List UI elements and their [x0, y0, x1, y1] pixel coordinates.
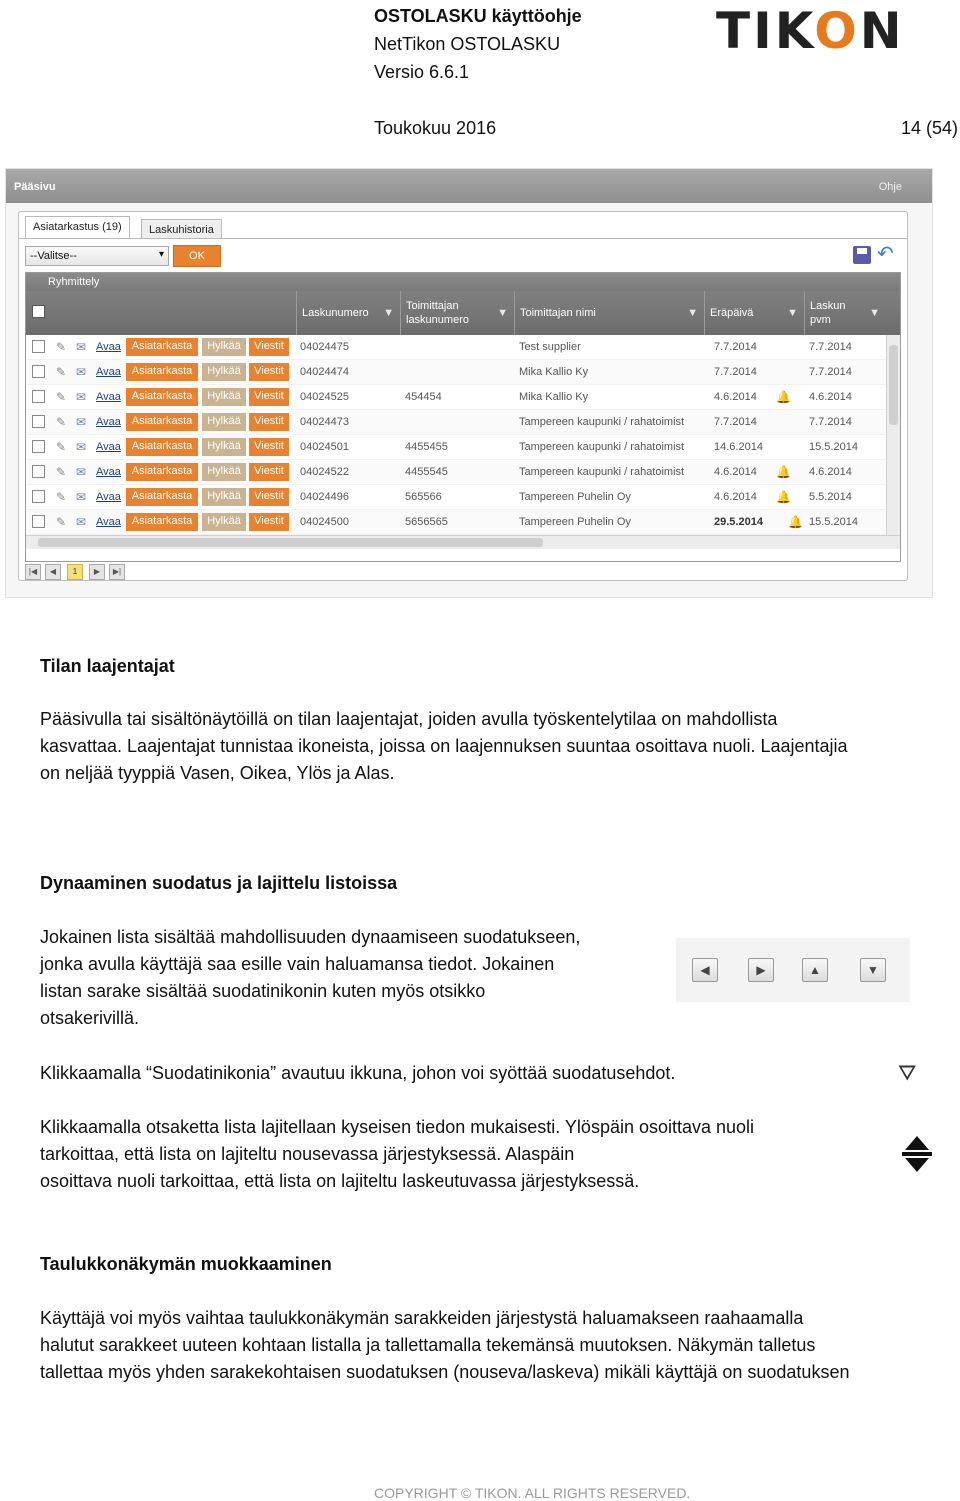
- bell-icon: 🔔: [776, 490, 791, 504]
- check-button[interactable]: Asiatarkasta: [126, 388, 198, 406]
- save-icon[interactable]: [853, 246, 871, 264]
- doc-title: OSTOLASKU käyttöohje: [374, 6, 582, 26]
- chevron-left-icon: ◀: [692, 958, 718, 982]
- paragraph-line: halutut sarakkeet uuteen kohtaan listalla ja tallettamalla tekemänsä muutoksen. Näkymän talletus: [40, 1335, 816, 1355]
- comment-icon[interactable]: ✉: [76, 365, 87, 379]
- attachment-icon[interactable]: ✎: [56, 490, 67, 504]
- app-topbar-title: Pääsivu: [14, 181, 56, 193]
- due-date: 14.6.2014: [714, 441, 763, 453]
- sort-up-arrow: [905, 1136, 929, 1150]
- check-button[interactable]: Asiatarkasta: [126, 438, 198, 456]
- app-screenshot: [5, 168, 933, 598]
- open-link[interactable]: Avaa: [96, 416, 121, 428]
- supplier-invoice-number: 565566: [405, 491, 442, 503]
- row-checkbox[interactable]: [32, 490, 45, 503]
- ok-button[interactable]: OK: [173, 245, 221, 267]
- table-row[interactable]: [26, 360, 886, 385]
- check-button[interactable]: Asiatarkasta: [126, 413, 198, 431]
- supplier-invoice-number: 4455545: [405, 466, 448, 478]
- select-all-checkbox[interactable]: [32, 305, 45, 318]
- supplier-name: Mika Kallio Ky: [519, 391, 589, 403]
- open-link[interactable]: Avaa: [96, 441, 121, 453]
- invoice-date: 15.5.2014: [809, 516, 858, 528]
- table-row[interactable]: [26, 410, 886, 435]
- due-date: 4.6.2014: [714, 491, 757, 503]
- invoice-date: 7.7.2014: [809, 366, 852, 378]
- column-laskun-pvm[interactable]: [804, 291, 886, 335]
- comment-icon[interactable]: ✉: [76, 465, 87, 479]
- invoice-number: 04024475: [300, 341, 349, 353]
- action-select[interactable]: --Valitse-- ▾: [25, 246, 169, 266]
- open-link[interactable]: Avaa: [96, 466, 121, 478]
- reject-button[interactable]: Hylkää: [202, 438, 246, 456]
- undo-icon[interactable]: ↶: [877, 243, 894, 265]
- paragraph-line: listan sarake sisältää suodatinikonin kuten myös otsikko: [40, 981, 486, 1001]
- vertical-scrollbar[interactable]: [886, 335, 900, 535]
- prev-page-button[interactable]: ◀: [45, 564, 61, 580]
- row-checkbox[interactable]: [32, 365, 45, 378]
- supplier-name: Tampereen kaupunki / rahatoimist: [519, 416, 685, 428]
- column-label: Laskunumero: [302, 307, 369, 319]
- supplier-name: Tampereen Puhelin Oy: [519, 516, 631, 528]
- supplier-invoice-number: 454454: [405, 391, 442, 403]
- filter-icon: ⛛: [898, 1060, 917, 1085]
- expander-icons: [676, 938, 910, 1002]
- invoice-panel: [18, 211, 908, 581]
- table-row[interactable]: [26, 385, 886, 410]
- reject-button[interactable]: Hylkää: [202, 338, 246, 356]
- help-link[interactable]: Ohje: [878, 181, 902, 193]
- messages-button[interactable]: Viestit: [249, 463, 289, 481]
- comment-icon[interactable]: ✉: [76, 340, 87, 354]
- row-checkbox[interactable]: [32, 390, 45, 403]
- paragraph-line: osoittava nuoli tarkoittaa, että lista on lajiteltu laskeutuvassa järjestyksessä.: [40, 1171, 640, 1191]
- row-checkbox[interactable]: [32, 415, 45, 428]
- comment-icon[interactable]: ✉: [76, 390, 87, 404]
- row-checkbox[interactable]: [32, 465, 45, 478]
- open-link[interactable]: Avaa: [96, 341, 121, 353]
- tab-laskuhistoria[interactable]: Laskuhistoria: [141, 219, 222, 238]
- heading-tilan-laajentajat: Tilan laajentajat: [40, 656, 175, 676]
- reject-button[interactable]: Hylkää: [202, 413, 246, 431]
- heading-taulukkonakyman-muokkaaminen: Taulukkonäkymän muokkaaminen: [40, 1254, 332, 1274]
- supplier-name: Test supplier: [519, 341, 581, 353]
- due-date: 7.7.2014: [714, 366, 757, 378]
- table-row[interactable]: [26, 435, 886, 460]
- paragraph-line: Jokainen lista sisältää mahdollisuuden dynaamiseen suodatukseen,: [40, 927, 581, 947]
- paragraph-line: on neljää tyyppiä Vasen, Oikea, Ylös ja Alas.: [40, 763, 395, 783]
- attachment-icon[interactable]: ✎: [56, 415, 67, 429]
- invoice-number: 04024474: [300, 366, 349, 378]
- invoice-number: 04024525: [300, 391, 349, 403]
- doc-date: Toukokuu 2016: [374, 118, 497, 138]
- messages-button[interactable]: Viestit: [249, 388, 289, 406]
- doc-subtitle: NetTikon OSTOLASKU: [374, 34, 561, 54]
- grid-rows: [26, 335, 886, 535]
- sort-down-arrow: [905, 1158, 929, 1172]
- reject-button[interactable]: Hylkää: [202, 463, 246, 481]
- chevron-up-icon: ▲: [802, 958, 828, 982]
- chevron-right-icon: ▶: [748, 958, 774, 982]
- reject-button[interactable]: Hylkää: [202, 513, 246, 531]
- horizontal-scrollbar[interactable]: [26, 535, 900, 549]
- check-button[interactable]: Asiatarkasta: [126, 463, 198, 481]
- check-button[interactable]: Asiatarkasta: [126, 363, 198, 381]
- table-row[interactable]: [26, 460, 886, 485]
- attachment-icon[interactable]: ✎: [56, 365, 67, 379]
- messages-button[interactable]: Viestit: [249, 413, 289, 431]
- attachment-icon[interactable]: ✎: [56, 340, 67, 354]
- invoice-number: 04024473: [300, 416, 349, 428]
- paragraph-line: Käyttäjä voi myös vaihtaa taulukkonäkymän sarakkeiden järjestystä haluamakseen raahaamalla: [40, 1308, 804, 1328]
- column-label: Laskun pvm: [810, 300, 846, 326]
- invoice-number: 04024522: [300, 466, 349, 478]
- column-erapaiva[interactable]: [704, 291, 804, 335]
- invoice-number: 04024500: [300, 516, 349, 528]
- grouping-bar[interactable]: Ryhmittely: [26, 273, 900, 291]
- app-topbar: [6, 169, 932, 203]
- supplier-name: Tampereen Puhelin Oy: [519, 491, 631, 503]
- current-page[interactable]: 1: [67, 564, 83, 580]
- row-checkbox[interactable]: [32, 515, 45, 528]
- paragraph-line: Klikkaamalla otsaketta lista lajitellaan kyseisen tiedon mukaisesti. Ylöspäin osoittava nuoli: [40, 1117, 755, 1137]
- due-date: 29.5.2014: [714, 516, 763, 528]
- due-date: 4.6.2014: [714, 466, 757, 478]
- tab-asiatarkastus[interactable]: Asiatarkastus (19): [25, 216, 130, 238]
- column-laskunumero[interactable]: [296, 291, 400, 335]
- reject-button[interactable]: Hylkää: [202, 363, 246, 381]
- tab-divider: [19, 238, 907, 239]
- column-toimittajan-laskunumero[interactable]: [400, 291, 514, 335]
- paragraph-filter: Klikkaamalla “Suodatinikonia” avautuu ikkuna, johon voi syöttää suodatusehdot.: [40, 1063, 676, 1083]
- filter-icon[interactable]: ▼: [869, 307, 880, 319]
- due-date: 7.7.2014: [714, 341, 757, 353]
- comment-icon[interactable]: ✉: [76, 440, 87, 454]
- sort-divider: [902, 1152, 932, 1156]
- first-page-button[interactable]: |◀: [25, 564, 41, 580]
- supplier-invoice-number: 4455455: [405, 441, 448, 453]
- row-checkbox[interactable]: [32, 440, 45, 453]
- reject-button[interactable]: Hylkää: [202, 488, 246, 506]
- check-button[interactable]: Asiatarkasta: [126, 513, 198, 531]
- copyright-footer: COPYRIGHT © TIKON. ALL RIGHTS RESERVED.: [374, 1485, 691, 1501]
- paragraph-line: jonka avulla käyttäjä saa esille vain haluamansa tiedot. Jokainen: [40, 954, 555, 974]
- filter-icon[interactable]: ▼: [687, 307, 698, 319]
- open-link[interactable]: Avaa: [96, 491, 121, 503]
- column-label: Toimittajan nimi: [520, 307, 596, 319]
- comment-icon[interactable]: ✉: [76, 415, 87, 429]
- invoice-date: 15.5.2014: [809, 441, 858, 453]
- attachment-icon[interactable]: ✎: [56, 515, 67, 529]
- filter-icon[interactable]: ▼: [787, 307, 798, 319]
- bell-icon: 🔔: [788, 515, 803, 529]
- messages-button[interactable]: Viestit: [249, 338, 289, 356]
- column-label: Toimittajan laskunumero: [406, 300, 469, 326]
- invoice-grid: [25, 272, 901, 562]
- table-row[interactable]: [26, 335, 886, 360]
- invoice-date: 4.6.2014: [809, 466, 852, 478]
- table-row[interactable]: [26, 485, 886, 510]
- comment-icon[interactable]: ✉: [76, 490, 87, 504]
- invoice-date: 4.6.2014: [809, 391, 852, 403]
- column-label: Eräpäivä: [710, 307, 754, 319]
- bell-icon: 🔔: [776, 390, 791, 404]
- invoice-date: 7.7.2014: [809, 341, 852, 353]
- invoice-number: 04024501: [300, 441, 349, 453]
- reject-button[interactable]: Hylkää: [202, 388, 246, 406]
- due-date: 4.6.2014: [714, 391, 757, 403]
- scroll-thumb[interactable]: [889, 345, 898, 425]
- column-toimittajan-nimi[interactable]: [514, 291, 704, 335]
- open-link[interactable]: Avaa: [96, 366, 121, 378]
- logo-part-o: O: [814, 2, 860, 60]
- paragraph-line: otsakerivillä.: [40, 1008, 140, 1028]
- attachment-icon[interactable]: ✎: [56, 390, 67, 404]
- page-number: 14 (54): [900, 118, 958, 138]
- supplier-name: Tampereen kaupunki / rahatoimist: [519, 466, 685, 478]
- bell-icon: 🔔: [776, 465, 791, 479]
- paragraph-line: kasvattaa. Laajentajat tunnistaa ikoneista, joissa on laajennuksen suuntaa osoittava nuoli. Laajentajia: [40, 736, 848, 756]
- paragraph-line: Pääsivulla tai sisältönäytöillä on tilan laajentajat, joiden avulla työskentelytilaa on mahdollista: [40, 709, 778, 729]
- next-page-button[interactable]: ▶: [89, 564, 105, 580]
- due-date: 7.7.2014: [714, 416, 757, 428]
- supplier-invoice-number: 5656565: [405, 516, 448, 528]
- doc-version: Versio 6.6.1: [374, 62, 470, 82]
- messages-button[interactable]: Viestit: [249, 513, 289, 531]
- row-checkbox[interactable]: [32, 340, 45, 353]
- check-button[interactable]: Asiatarkasta: [126, 338, 198, 356]
- heading-dynaaminen-suodatus: Dynaaminen suodatus ja lajittelu listoissa: [40, 873, 398, 893]
- sort-arrows-icon: [902, 1136, 932, 1176]
- grid-header: [26, 291, 900, 335]
- filter-icon[interactable]: ▼: [497, 307, 508, 319]
- check-button[interactable]: Asiatarkasta: [126, 488, 198, 506]
- comment-icon[interactable]: ✉: [76, 515, 87, 529]
- attachment-icon[interactable]: ✎: [56, 440, 67, 454]
- table-row[interactable]: [26, 510, 886, 535]
- logo-part-1: TIK: [716, 2, 815, 60]
- invoice-date: 5.5.2014: [809, 491, 852, 503]
- invoice-date: 7.7.2014: [809, 416, 852, 428]
- messages-button[interactable]: Viestit: [249, 438, 289, 456]
- attachment-icon[interactable]: ✎: [56, 465, 67, 479]
- open-link[interactable]: Avaa: [96, 516, 121, 528]
- messages-button[interactable]: Viestit: [249, 363, 289, 381]
- last-page-button[interactable]: ▶|: [109, 564, 125, 580]
- chevron-down-icon: ▼: [860, 958, 886, 982]
- supplier-name: Tampereen kaupunki / rahatoimist: [519, 441, 685, 453]
- invoice-number: 04024496: [300, 491, 349, 503]
- paragraph-line: tarkoittaa, että lista on lajiteltu nousevassa järjestyksessä. Alaspäin: [40, 1144, 575, 1164]
- logo-part-2: N: [859, 2, 905, 60]
- scroll-thumb[interactable]: [38, 538, 543, 547]
- messages-button[interactable]: Viestit: [249, 488, 289, 506]
- filter-icon[interactable]: ▼: [383, 307, 394, 319]
- tikon-logo: [716, 2, 905, 60]
- paragraph-line: tallettaa myös yhden sarakekohtaisen suodatuksen (nouseva/laskeva) mikäli käyttäjä on suodatuksen: [40, 1362, 850, 1382]
- open-link[interactable]: Avaa: [96, 391, 121, 403]
- supplier-name: Mika Kallio Ky: [519, 366, 589, 378]
